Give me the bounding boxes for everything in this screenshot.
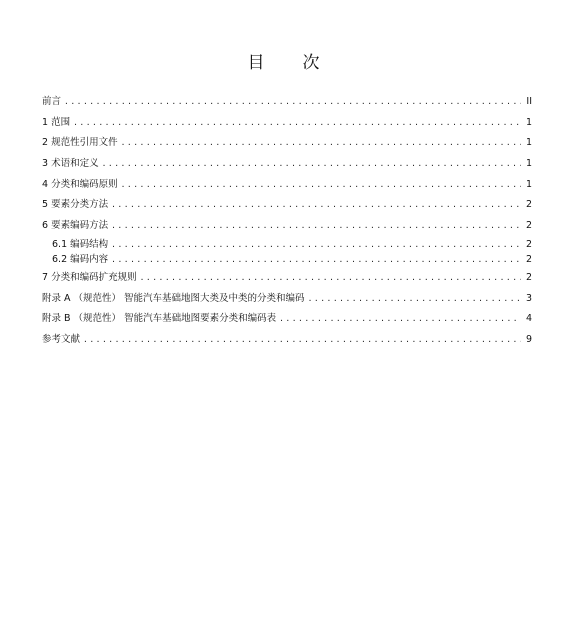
toc-entry-page: 1 <box>525 178 532 190</box>
leader-dots <box>83 330 521 351</box>
toc-entry-coding-structure[interactable] <box>42 237 532 253</box>
table-of-contents <box>42 92 532 351</box>
toc-entry-coding-method[interactable] <box>42 216 532 237</box>
toc-entry-coding-content[interactable] <box>42 252 532 268</box>
leader-dots <box>111 195 521 216</box>
toc-entry-page: 2 <box>525 271 532 283</box>
leader-dots <box>111 237 521 253</box>
toc-entry-page: 2 <box>525 199 532 211</box>
leader-dots <box>111 252 521 268</box>
toc-entry-label: 6 要素编码方法 <box>42 220 109 232</box>
toc-entry-terms-definitions[interactable] <box>42 154 532 175</box>
leader-dots <box>64 92 521 113</box>
toc-entry-bibliography[interactable] <box>42 330 532 351</box>
toc-entry-label: 4 分类和编码原则 <box>42 178 118 190</box>
toc-title-char-1: 目 <box>247 53 265 73</box>
toc-entry-foreword[interactable] <box>42 92 532 113</box>
toc-entry-label: 5 要素分类方法 <box>42 199 109 211</box>
toc-entry-normative-references[interactable] <box>42 133 532 154</box>
toc-entry-classification-method[interactable] <box>42 195 532 216</box>
toc-entry-label: 7 分类和编码扩充规则 <box>42 271 137 283</box>
toc-entry-label: 6.2 编码内容 <box>52 254 109 266</box>
toc-entry-label: 参考文献 <box>42 333 81 345</box>
toc-entry-label: 1 范围 <box>42 116 71 128</box>
toc-entry-page: 9 <box>525 333 532 345</box>
leader-dots <box>73 113 521 134</box>
toc-title-char-2: 次 <box>302 53 320 73</box>
toc-entry-page: 2 <box>525 220 532 232</box>
leader-dots <box>121 175 521 196</box>
toc-entry-page: 3 <box>525 292 532 304</box>
leader-dots <box>121 133 521 154</box>
toc-entry-page: II <box>526 96 532 107</box>
leader-dots <box>279 309 521 330</box>
toc-entry-scope[interactable] <box>42 113 532 134</box>
toc-entry-page: 1 <box>525 137 532 149</box>
toc-entry-annex-a[interactable] <box>42 289 532 310</box>
toc-entry-page: 2 <box>525 254 532 266</box>
leader-dots <box>111 216 521 237</box>
toc-entry-label: 前言 <box>42 96 62 107</box>
toc-title <box>0 48 567 73</box>
toc-entry-page: 1 <box>525 158 532 170</box>
toc-entry-label: 6.1 编码结构 <box>52 238 109 250</box>
toc-entry-label: 附录 A （规范性） 智能汽车基础地图大类及中类的分类和编码 <box>42 292 305 304</box>
toc-entry-label: 附录 B （规范性） 智能汽车基础地图要素分类和编码表 <box>42 313 277 325</box>
toc-entry-page: 4 <box>525 313 532 325</box>
leader-dots <box>308 289 521 310</box>
leader-dots <box>140 268 521 289</box>
toc-entry-label: 3 术语和定义 <box>42 158 99 170</box>
leader-dots <box>102 154 521 175</box>
toc-entry-label: 2 规范性引用文件 <box>42 137 118 149</box>
toc-entry-classification-principles[interactable] <box>42 175 532 196</box>
toc-entry-page: 1 <box>525 116 532 128</box>
toc-entry-page: 2 <box>525 238 532 250</box>
toc-entry-extension-rules[interactable] <box>42 268 532 289</box>
toc-entry-annex-b[interactable] <box>42 309 532 330</box>
